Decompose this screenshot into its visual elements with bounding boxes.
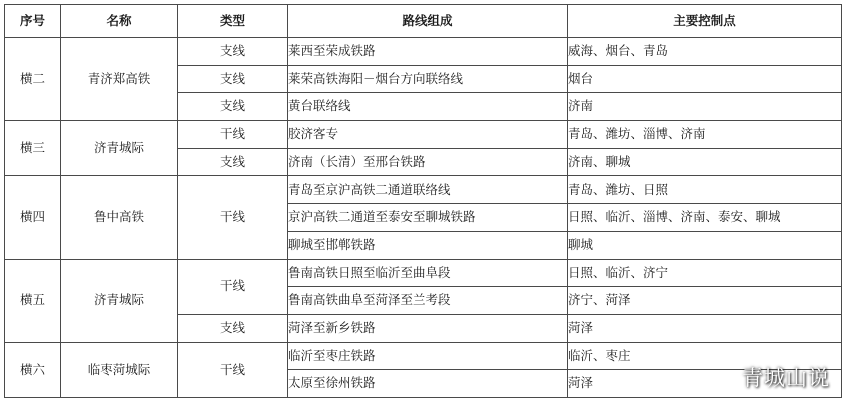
table-row bbox=[5, 38, 842, 66]
group-index-cell: 横五 bbox=[5, 259, 61, 342]
route-cell: 莱荣高铁海阳－烟台方向联络线 bbox=[288, 65, 568, 93]
railway-table bbox=[4, 4, 842, 398]
type-cell: 支线 bbox=[178, 38, 288, 66]
type-cell: 支线 bbox=[178, 148, 288, 176]
route-cell: 鲁南高铁曲阜至菏泽至兰考段 bbox=[288, 287, 568, 315]
route-cell: 聊城至邯郸铁路 bbox=[288, 231, 568, 259]
header-control-points: 主要控制点 bbox=[568, 5, 842, 38]
group-name-cell: 临枣菏城际 bbox=[61, 342, 178, 397]
route-cell: 太原至徐州铁路 bbox=[288, 370, 568, 398]
group-name-cell: 济青城际 bbox=[61, 259, 178, 342]
route-cell: 临沂至枣庄铁路 bbox=[288, 342, 568, 370]
group-name-cell: 鲁中高铁 bbox=[61, 176, 178, 259]
control-points-cell: 济南 bbox=[568, 93, 842, 121]
control-points-cell: 青岛、潍坊、淄博、济南 bbox=[568, 121, 842, 149]
control-points-cell: 日照、临沂、淄博、济南、泰安、聊城 bbox=[568, 204, 842, 232]
group-index-cell: 横二 bbox=[5, 38, 61, 121]
type-cell: 支线 bbox=[178, 314, 288, 342]
header-route: 路线组成 bbox=[288, 5, 568, 38]
type-cell: 支线 bbox=[178, 65, 288, 93]
control-points-cell: 菏泽 bbox=[568, 370, 842, 398]
table-header bbox=[5, 5, 842, 38]
table-row bbox=[5, 259, 842, 287]
table-row bbox=[5, 342, 842, 370]
header-type: 类型 bbox=[178, 5, 288, 38]
control-points-cell: 临沂、枣庄 bbox=[568, 342, 842, 370]
route-cell: 济南（长清）至邢台铁路 bbox=[288, 148, 568, 176]
route-cell: 莱西至荣成铁路 bbox=[288, 38, 568, 66]
watermark: 青城山说 bbox=[742, 366, 830, 390]
control-points-cell: 济宁、菏泽 bbox=[568, 287, 842, 315]
type-cell: 干线 bbox=[178, 121, 288, 149]
route-cell: 黄台联络线 bbox=[288, 93, 568, 121]
control-points-cell: 烟台 bbox=[568, 65, 842, 93]
header-index: 序号 bbox=[5, 5, 61, 38]
control-points-cell: 菏泽 bbox=[568, 314, 842, 342]
route-cell: 菏泽至新乡铁路 bbox=[288, 314, 568, 342]
control-points-cell: 济南、聊城 bbox=[568, 148, 842, 176]
route-cell: 鲁南高铁日照至临沂至曲阜段 bbox=[288, 259, 568, 287]
route-cell: 京沪高铁二通道至泰安至聊城铁路 bbox=[288, 204, 568, 232]
group-index-cell: 横六 bbox=[5, 342, 61, 397]
control-points-cell: 青岛、潍坊、日照 bbox=[568, 176, 842, 204]
type-cell: 干线 bbox=[178, 342, 288, 397]
control-points-cell: 威海、烟台、青岛 bbox=[568, 38, 842, 66]
type-cell: 干线 bbox=[178, 176, 288, 259]
group-name-cell: 济青城际 bbox=[61, 121, 178, 176]
table-row bbox=[5, 176, 842, 204]
group-index-cell: 横四 bbox=[5, 176, 61, 259]
control-points-cell: 日照、临沂、济宁 bbox=[568, 259, 842, 287]
type-cell: 支线 bbox=[178, 93, 288, 121]
group-name-cell: 青济郑高铁 bbox=[61, 38, 178, 121]
route-cell: 胶济客专 bbox=[288, 121, 568, 149]
type-cell: 干线 bbox=[178, 259, 288, 314]
table-row bbox=[5, 121, 842, 149]
control-points-cell: 聊城 bbox=[568, 231, 842, 259]
table-body bbox=[5, 38, 842, 398]
route-cell: 青岛至京沪高铁二通道联络线 bbox=[288, 176, 568, 204]
group-index-cell: 横三 bbox=[5, 121, 61, 176]
header-name: 名称 bbox=[61, 5, 178, 38]
